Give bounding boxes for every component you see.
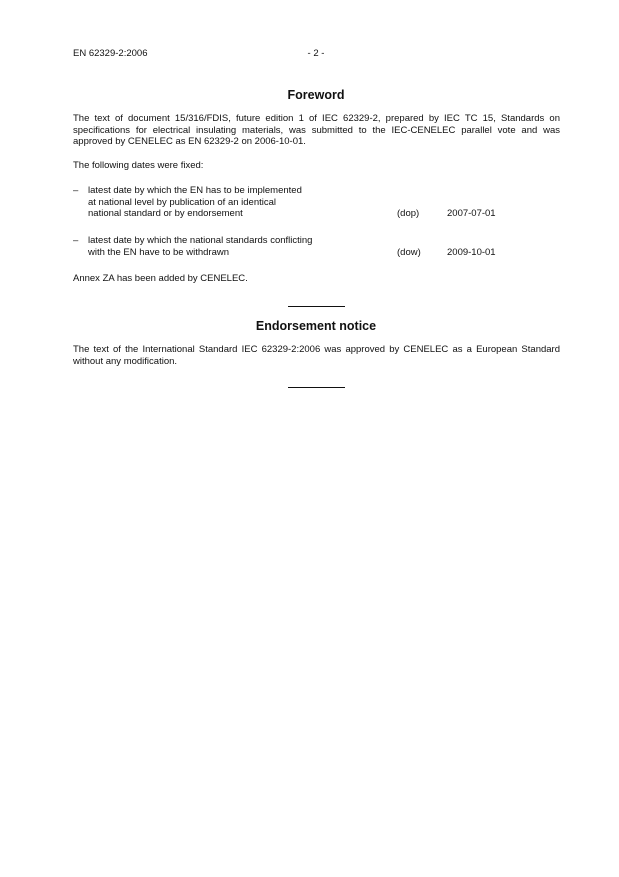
description-line: latest date by which the EN has to be implemented bbox=[88, 185, 302, 196]
section-separator bbox=[288, 306, 345, 307]
date-item-description bbox=[88, 185, 388, 220]
date-value: 2007-07-01 bbox=[447, 208, 496, 219]
date-item-dow bbox=[73, 235, 560, 259]
endorsement-title: Endorsement notice bbox=[255, 319, 377, 333]
date-value: 2009-10-01 bbox=[447, 246, 496, 258]
foreword-intro: The text of document 15/316/FDIS, future edition 1 of IEC 62329-2, prepared by IEC TC 15, Standards on specifications for electrical insulating materials, was submitted to the IEC-CENELEC parallel vote and was approved by CENELEC as EN 62329-2 on 2006-10-01. bbox=[73, 113, 560, 148]
list-dash: – bbox=[73, 185, 79, 196]
document-id: EN 62329-2:2006 bbox=[73, 48, 148, 59]
description-line: national standard or by endorsement bbox=[88, 208, 243, 220]
dates-intro: The following dates were fixed: bbox=[73, 160, 204, 171]
page-number: - 2 - bbox=[307, 48, 325, 59]
annex-note: Annex ZA has been added by CENELEC. bbox=[73, 273, 248, 284]
description-line: with the EN have to be withdrawn bbox=[88, 246, 229, 258]
date-abbreviation: (dow) bbox=[397, 246, 421, 258]
date-abbreviation: (dop) bbox=[397, 208, 420, 219]
endorsement-text: The text of the International Standard IEC 62329-2:2006 was approved by CENELEC as a European Standard without any modification. bbox=[73, 344, 560, 367]
list-dash: – bbox=[73, 235, 79, 246]
date-item-description bbox=[88, 235, 388, 258]
foreword-title: Foreword bbox=[287, 88, 345, 102]
date-item-dop bbox=[73, 185, 560, 221]
section-separator bbox=[288, 387, 345, 388]
description-line: latest date by which the national standards conflicting bbox=[88, 235, 313, 246]
description-line: at national level by publication of an identical bbox=[88, 196, 277, 208]
